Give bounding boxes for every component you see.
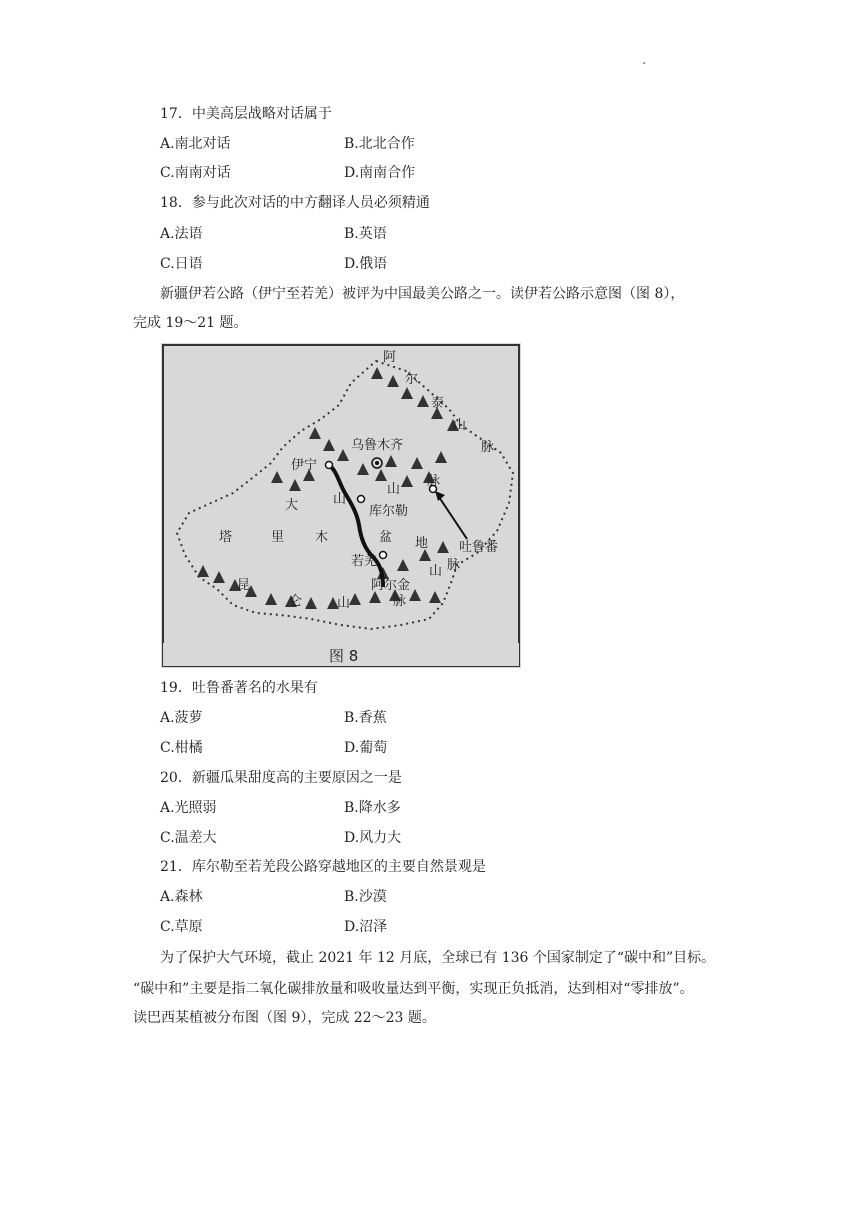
figure-8-map — [161, 343, 521, 668]
question-21-option-a: A.森林 — [160, 889, 203, 905]
question-18-option-b: B.英语 — [344, 226, 387, 242]
intro-paragraph-2-line-1: 为了保护大气环境，截止 2021 年 12 月底，全球已有 136 个国家制定了“碳中和”目标。 — [160, 950, 716, 966]
question-17-option-d: D.南南合作 — [344, 165, 416, 181]
question-18-option-c: C.日语 — [160, 256, 203, 272]
question-19-option-b: B.香蕉 — [344, 710, 387, 726]
label-ta: 塔 — [219, 530, 233, 545]
label-shan-altai: 山 — [453, 418, 467, 433]
question-19-option-d: D.葡萄 — [344, 740, 388, 756]
question-19-option-c: C.柑橘 — [160, 740, 203, 756]
question-18-stem: 18．参与此次对话的中方翻译人员必须精通 — [160, 195, 430, 211]
intro-paragraph-1-line-2: 完成 19～21 题。 — [133, 315, 248, 331]
label-kun: 昆 — [237, 578, 251, 593]
label-turpan: 吐鲁番 — [459, 540, 499, 555]
label-shan-kunlun: 山 — [337, 596, 351, 611]
question-18-option-d: D.俄语 — [344, 256, 388, 272]
figure-8-caption: 图 8 — [329, 647, 359, 665]
label-urumqi: 乌鲁木齐 — [351, 438, 404, 453]
label-mai-altai: 脉 — [481, 440, 495, 455]
label-yining: 伊宁 — [291, 458, 318, 473]
question-21-option-d: D.沼泽 — [344, 919, 388, 935]
question-20-option-a: A.光照弱 — [160, 800, 217, 816]
label-li: 里 — [271, 530, 285, 545]
question-20-option-b: B.降水多 — [344, 800, 401, 816]
question-21-stem: 21．库尔勒至若羌段公路穿越地区的主要自然景观是 — [160, 859, 486, 875]
question-17-option-b: B.北北合作 — [344, 136, 415, 152]
label-di: 地 — [415, 536, 429, 551]
map-svg — [161, 343, 521, 668]
label-tian: 大 — [285, 498, 299, 513]
question-20-option-d: D.风力大 — [344, 830, 402, 846]
question-21-option-b: B.沙漠 — [344, 889, 387, 905]
header-dot: . — [642, 52, 647, 68]
label-shan-aerjin: 山 — [429, 564, 443, 579]
label-mai-aerjin-2: 脉 — [393, 594, 407, 609]
question-17-stem: 17．中美高层战略对话属于 — [160, 106, 332, 122]
intro-paragraph-1-line-1: 新疆伊若公路（伊宁至若羌）被评为中国最美公路之一。读伊若公路示意图（图 8）， — [160, 286, 685, 302]
question-18-option-a: A.法语 — [160, 226, 203, 242]
question-19-option-a: A.菠萝 — [160, 710, 203, 726]
label-ruoqiang: 若羌 — [351, 554, 378, 569]
korla-point — [358, 496, 365, 503]
yining-point — [326, 462, 333, 469]
question-21-option-c: C.草原 — [160, 919, 203, 935]
question-19-stem: 19．吐鲁番著名的水果有 — [160, 680, 318, 696]
label-korla: 库尔勒 — [369, 504, 409, 519]
question-20-option-c: C.温差大 — [160, 830, 217, 846]
label-tai: 泰 — [431, 396, 445, 411]
label-shan-tian-1: 山 — [333, 492, 347, 507]
question-17-option-c: C.南南对话 — [160, 165, 231, 181]
label-mai-tian: 脉 — [427, 474, 441, 489]
label-aerjin: 阿尔金 — [371, 578, 411, 593]
label-shan-tian-2: 山 — [387, 482, 401, 497]
label-er: 尔 — [405, 372, 419, 387]
intro-paragraph-2-line-2: “碳中和”主要是指二氧化碳排放量和吸收量达到平衡，实现正负抵消，达到相对“零排放”。 — [133, 981, 694, 997]
question-17-option-a: A.南北对话 — [160, 136, 231, 152]
label-a: 阿 — [383, 350, 397, 365]
label-pen: 盆 — [379, 530, 393, 545]
ruoqiang-point — [380, 552, 387, 559]
intro-paragraph-2-line-3: 读巴西某植被分布图（图 9），完成 22～23 题。 — [133, 1010, 436, 1026]
label-mu: 木 — [315, 530, 329, 545]
label-mai-aerjin-1: 脉 — [447, 558, 461, 573]
label-lun: 仑 — [289, 594, 303, 609]
question-20-stem: 20．新疆瓜果甜度高的主要原因之一是 — [160, 770, 402, 786]
